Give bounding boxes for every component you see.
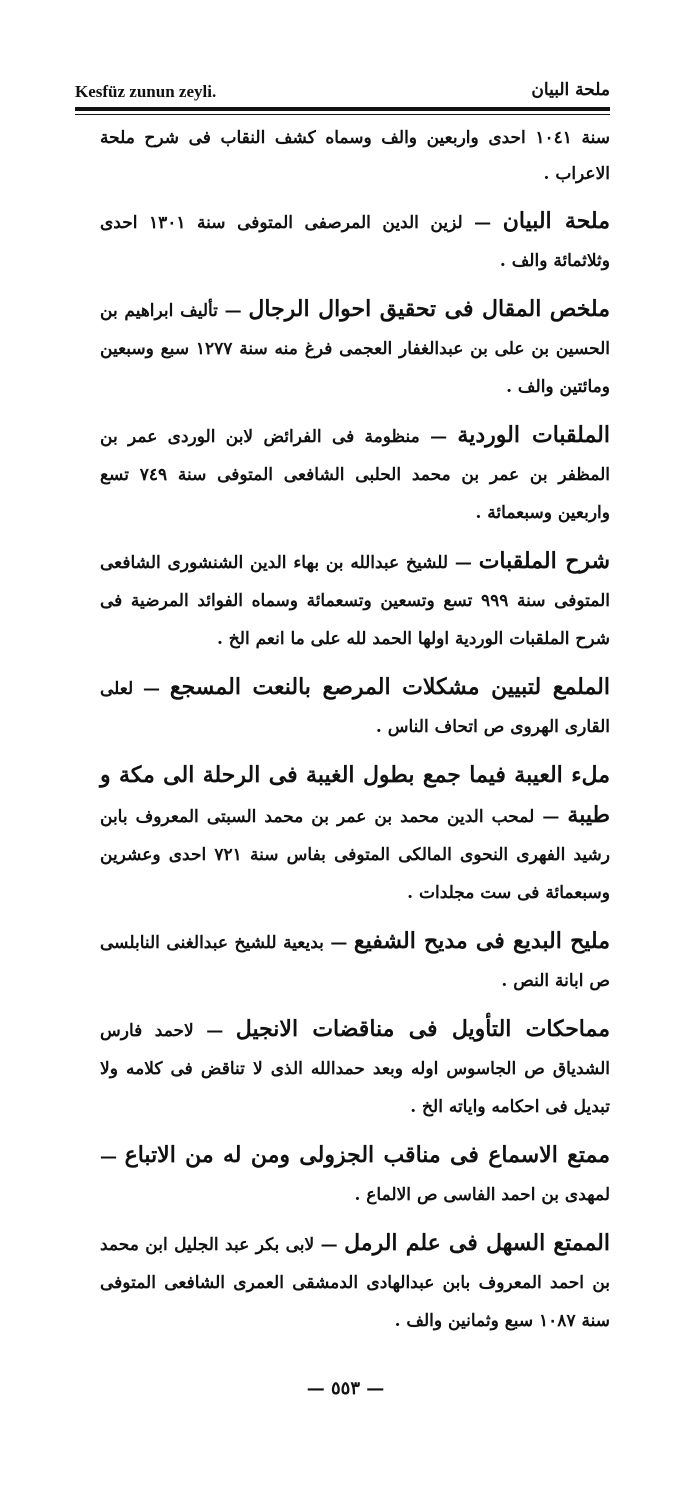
entry-mil-al-ayba: [100, 756, 610, 912]
entry-al-mulamma: [100, 668, 610, 746]
entry-al-mumti-al-sahl: [100, 1224, 610, 1340]
entry-body: — لاحمد فارس الشدياق ص الجاسوس اوله وبعد حمدالله الذى لا تناقض فى كلامه ولا تبديل فى احكامه واياته الخ .: [100, 1021, 610, 1117]
entry-title: ممتع الاسماع فى مناقب الجزولى ومن له من الاتباع: [124, 1142, 611, 1168]
header-rule-thin: [75, 114, 610, 115]
running-header: [75, 82, 610, 106]
entry-sharh-al-mulaqqabat: [100, 542, 610, 658]
entry-title: الملمع لتبيين مشكلات المرصع بالنعت المسجع: [169, 674, 610, 700]
page-body: [100, 118, 610, 1350]
entry-body: — لمحب الدين محمد بن عمر بن محمد السبتى المعروف بابن رشيد الفهرى النحوى المالكى المتوفى بفاس سنة ٧٢١ احدى وعشرين وسبعمائة فى ست مجلدات .: [100, 807, 610, 903]
entry-body: — للشيخ عبدالله بن بهاء الدين الشنشورى الشافعى المتوفى سنة ٩٩٩ تسع وتسعين وتسعمائة وسماه الفوائد المرضية فى شرح الملقبات الوردية اولها الحمد لله على ما انعم الخ .: [100, 553, 611, 649]
header-book-title-latin: Kesfüz zunun zeyli.: [75, 82, 217, 101]
page-number: — ٥٥٣ —: [306, 1378, 385, 1399]
entry-mumti-al-asma: [100, 1136, 610, 1214]
entry-body: — لزين الدين المرصفى المتوفى سنة ١٣٠١ احدى وثلاثمائة والف .: [100, 213, 610, 271]
entry-title: الممتع السهل فى علم الرمل: [344, 1230, 610, 1256]
header-entry-title-arabic: ملحة البيان: [531, 80, 610, 100]
entry-title: ملخص المقال فى تحقيق احوال الرجال: [248, 296, 610, 322]
entry-body: — لابى بكر عبد الجليل ابن محمد بن احمد المعروف بابن عبدالهادى الدمشقى العمرى الشافعى المتوفى سنة ١٠٨٧ سبع وثمانين والف .: [100, 1235, 610, 1331]
entry-body: — لمهدى بن احمد الفاسى ص الالماع .: [100, 1147, 610, 1205]
entry-title: مليح البديع فى مديح الشفيع: [353, 928, 610, 954]
entry-mumahakat-al-tawil: [100, 1010, 610, 1126]
entry-body: — بديعية للشيخ عبدالغنى النابلسى ص ابانة النص .: [100, 933, 610, 991]
header-rule-thick: [75, 107, 610, 111]
entry-title: ملحة البيان: [502, 208, 610, 234]
entry-body: — تأليف ابراهيم بن الحسين بن على بن عبدالغفار العجمى فرغ منه سنة ١٢٧٧ سبع وسبعين ومائتين والف .: [100, 301, 610, 397]
entry-mulakhkhas-al-maqal: [100, 290, 610, 406]
entry-malih-al-badi: [100, 922, 610, 1000]
entry-title: الملقبات الوردية: [457, 422, 610, 448]
entry-continuation: [100, 118, 610, 192]
entry-body: سنة ١٠٤١ احدى واربعين والف وسماه كشف النقاب فى شرح ملحة الاعراب .: [100, 128, 610, 184]
entry-body: — منظومة فى الفرائض لابن الوردى عمر بن المظفر بن عمر بن محمد الحلبى الشافعى المتوفى سنة ٧٤٩ تسع واربعين وسبعمائة .: [100, 427, 610, 523]
entry-title: شرح الملقبات: [478, 548, 611, 574]
entry-body: — لعلى القارى الهروى ص اتحاف الناس .: [100, 679, 610, 737]
entry-al-mulaqqabat-al-wardiyya: [100, 416, 610, 532]
entry-title: مماحكات التأويل فى مناقضات الانجيل: [235, 1016, 611, 1042]
entry-title: ملء العيبة فيما جمع بطول الغيبة فى الرحلة الى مكة و طيبة: [100, 762, 610, 828]
entry-malhat-al-bayan: [100, 202, 610, 280]
